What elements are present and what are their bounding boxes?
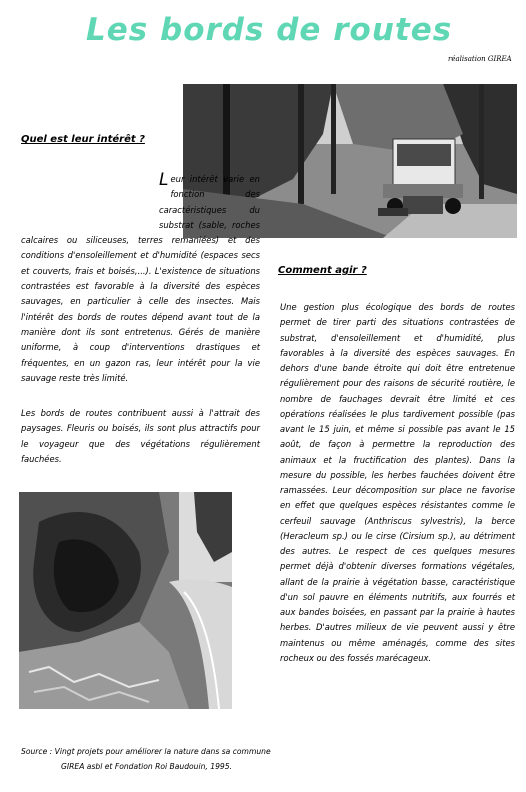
- source-line-1: Source : Vingt projets pour améliorer la nature dans sa commune: [21, 747, 271, 756]
- credit-text: réalisation GIREA: [448, 55, 512, 63]
- source-line-2: GIREA asbl et Fondation Roi Baudouin, 1995.: [61, 762, 232, 771]
- source-citation: [21, 744, 271, 774]
- drop-cap: L: [159, 170, 169, 190]
- agir-paragraph: Une gestion plus écologique des bords de routes permet de tirer parti des situations contrastées de substrat, d'ensoleillement et d'humidité, plus favorables à la diversité des espèces sauvages. En dehors d'une bande étroite qui doit être entretenue régulièrement pour des raisons de sécurité routière, le nombre de fauchages devrait être limité et ces opérations réalisées le plus tardivement possible (pas avant le 15 juin, et même si possible pas avant le 15 août, de façon à permettre la reproduction des animaux et la fructification des plantes). Dans la mesure du possible, les herbes fauchées doivent être ramassées. Leur décomposition sur place ne favorise en effet que quelques espèces résistantes comme le cerfeuil sauvage (Anthriscus sylvestris), la berce (Heracleum sp.) ou le cirse (Cirsium sp.), au détriment des autres. Le respect de ces quelques mesures permet déjà d'obtenir diverses formations végétales, allant de la prairie à végétation basse, caractéristique d'un sol pauvre en éléments nutritifs, aux fourrés et aux bandes boisées, en passant par la prairie à hautes herbes. D'autres milieux de vie peuvent aussi y être maintenus ou même aménagés, comme des sites rocheux ou des fossés marécageux.: [280, 302, 515, 663]
- paysages-paragraph: Les bords de routes contribuent aussi à l'attrait des paysages. Fleuris ou boisés, ils sont plus attractifs pour le voyageur que des végétations régulièrement fauchées.: [21, 408, 260, 464]
- rocky-roadside-photo: [19, 492, 232, 709]
- interet-paragraph: [21, 172, 260, 386]
- page-title: Les bords de routes: [86, 12, 453, 48]
- interet-paragraph-text: eur intérêt varie en fonction des caractéristiques du substrat (sable, roches calcaires ou siliceuses, terres remaniées) et des conditions d'ensoleillement et d'humidité (espaces secs et couverts, frais et boisés,...). L'existence de situations contrastées est favorable à la diversité des espèces sauvages, en particulier à celle des insectes. Mais l'intérêt des bords de routes dépend avant tout de la manière dont ils sont entretenus. Gérés de manière uniforme, à coup d'interventions drastiques et fréquentes, en un gazon ras, leur intérêt pour la vie sauvage reste très limité.: [21, 174, 260, 383]
- text-wrap-spacer: [21, 172, 159, 233]
- section-heading-agir: Comment agir ?: [278, 265, 367, 276]
- section-heading-interet: Quel est leur intérêt ?: [21, 134, 145, 145]
